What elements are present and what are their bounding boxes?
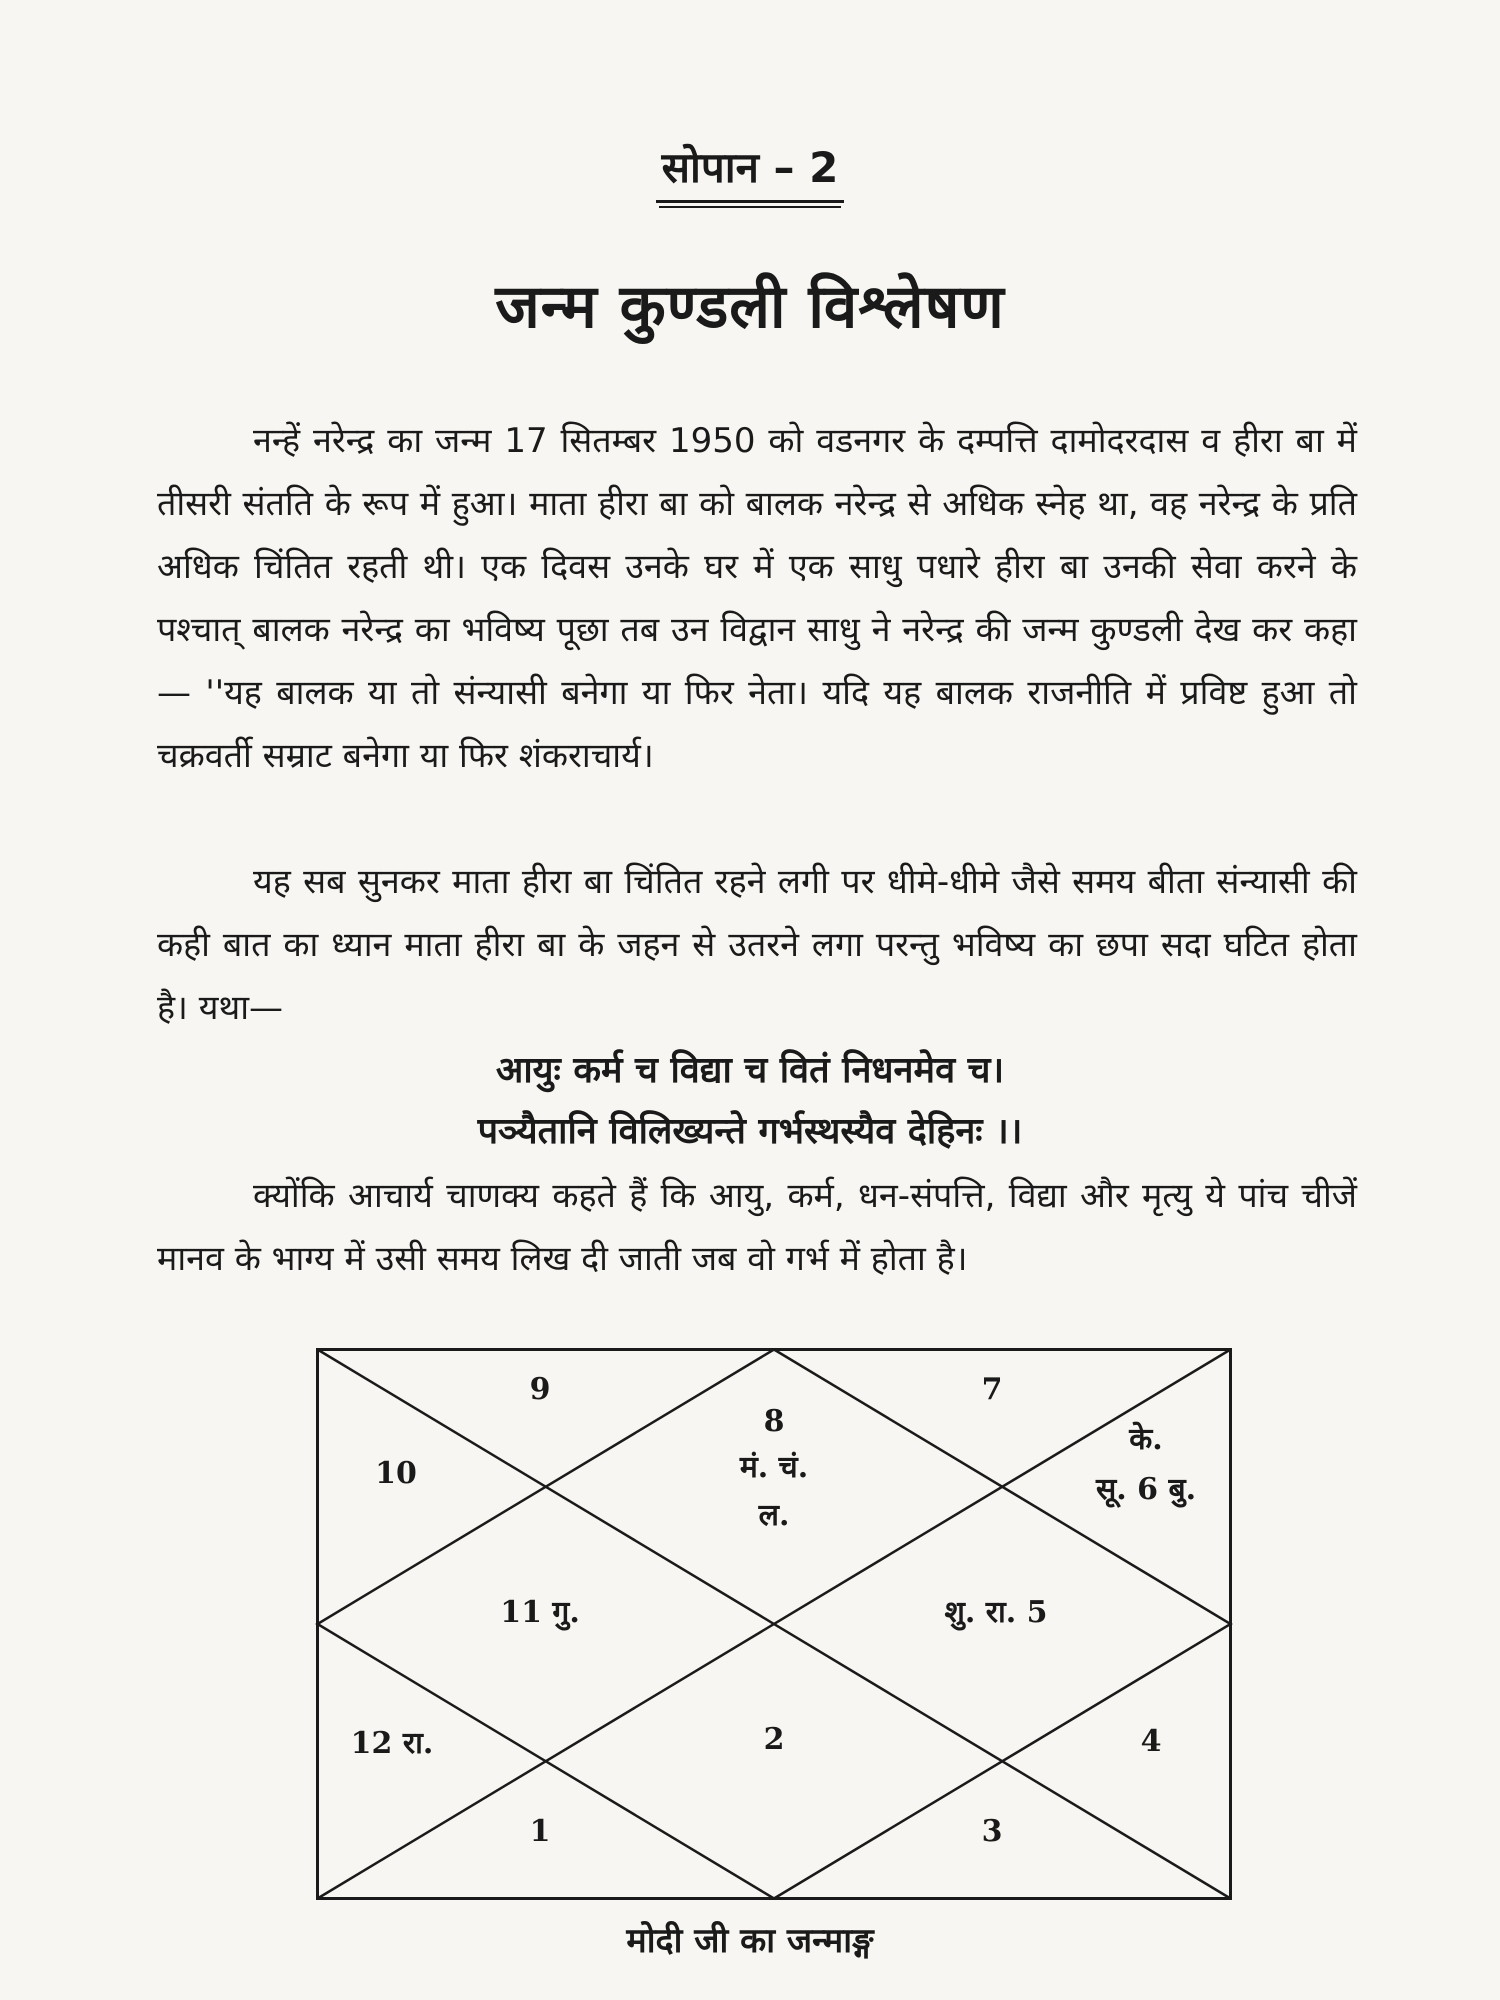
paragraph-2 xyxy=(157,851,1357,1040)
sanskrit-verse-line-1: आयुः कर्म च विद्या च वितं निधनमेव च। xyxy=(495,1050,1005,1091)
kundali-chart xyxy=(316,1348,1232,1900)
chapter-label: सोपान – 2 xyxy=(656,138,845,203)
house-8-label: 8 xyxy=(763,1404,785,1439)
house-11-label: 11 गु. xyxy=(500,1595,580,1630)
house-9-label: 9 xyxy=(529,1372,551,1407)
house-2-label: 2 xyxy=(763,1722,785,1757)
paragraph-3-text: क्योंकि आचार्य चाणक्य कहते हैं कि आयु, कर्म, धन-संपत्ति, विद्या और मृत्यु ये पांच चीजें मानव के भाग्य में उसी समय लिख दी जाती जब वो गर्भ में होता है। xyxy=(157,1176,1357,1279)
paragraph-1 xyxy=(157,410,1357,788)
house-5-label: शु. रा. 5 xyxy=(944,1595,1048,1630)
house-8-lagna: ल. xyxy=(758,1498,790,1533)
paragraph-2-text: यह सब सुनकर माता हीरा बा चिंतित रहने लगी पर धीमे-धीमे जैसे समय बीता संन्यासी की कही बात का ध्यान माता हीरा बा के जहन से उतरने लगा परन्तु भविष्य का छपा सदा घटित होता है। यथा— xyxy=(157,862,1357,1028)
house-6-label: सू. 6 बु. xyxy=(1095,1472,1197,1507)
house-7-label: 7 xyxy=(981,1372,1003,1407)
house-6-ketu: के. xyxy=(1129,1422,1163,1457)
page-title: जन्म कुण्डली विश्लेषण xyxy=(495,272,1005,342)
house-8-planets: मं. चं. xyxy=(739,1450,809,1485)
house-10-label: 10 xyxy=(375,1456,417,1491)
chapter-heading xyxy=(0,138,1500,203)
house-4-label: 4 xyxy=(1140,1724,1162,1759)
chart-caption: मोदी जी का जन्माङ्ग xyxy=(626,1921,874,1961)
paragraph-1-text: नन्हें नरेन्द्र का जन्म 17 सितम्बर 1950 को वडनगर के दम्पत्ति दामोदरदास व हीरा बा में तीसरी संतति के रूप में हुआ। माता हीरा बा को बालक नरेन्द्र से अधिक स्नेह था, वह नरेन्द्र के प्रति अधिक चिंतित रहती थी। एक दिवस उनके घर में एक साधु पधारे हीरा बा उनकी सेवा करने के पश्चात् बालक नरेन्द्र का भविष्य पूछा तब उन विद्वान साधु ने नरेन्द्र की जन्म कुण्डली देख कर कहा— ''यह बालक या तो संन्यासी बनेगा या फिर नेता। यदि यह बालक राजनीति में प्रविष्ट हुआ तो चक्रवर्ती सम्राट बनेगा या फिर शंकराचार्य। xyxy=(157,421,1357,776)
sanskrit-verse-line-2: पञ्यैतानि विलिख्यन्ते गर्भस्थस्यैव देहिनः ।। xyxy=(477,1111,1023,1152)
house-3-label: 3 xyxy=(981,1814,1003,1849)
house-1-label: 1 xyxy=(529,1814,551,1849)
house-12-label: 12 रा. xyxy=(350,1726,434,1761)
paragraph-3 xyxy=(157,1165,1357,1291)
